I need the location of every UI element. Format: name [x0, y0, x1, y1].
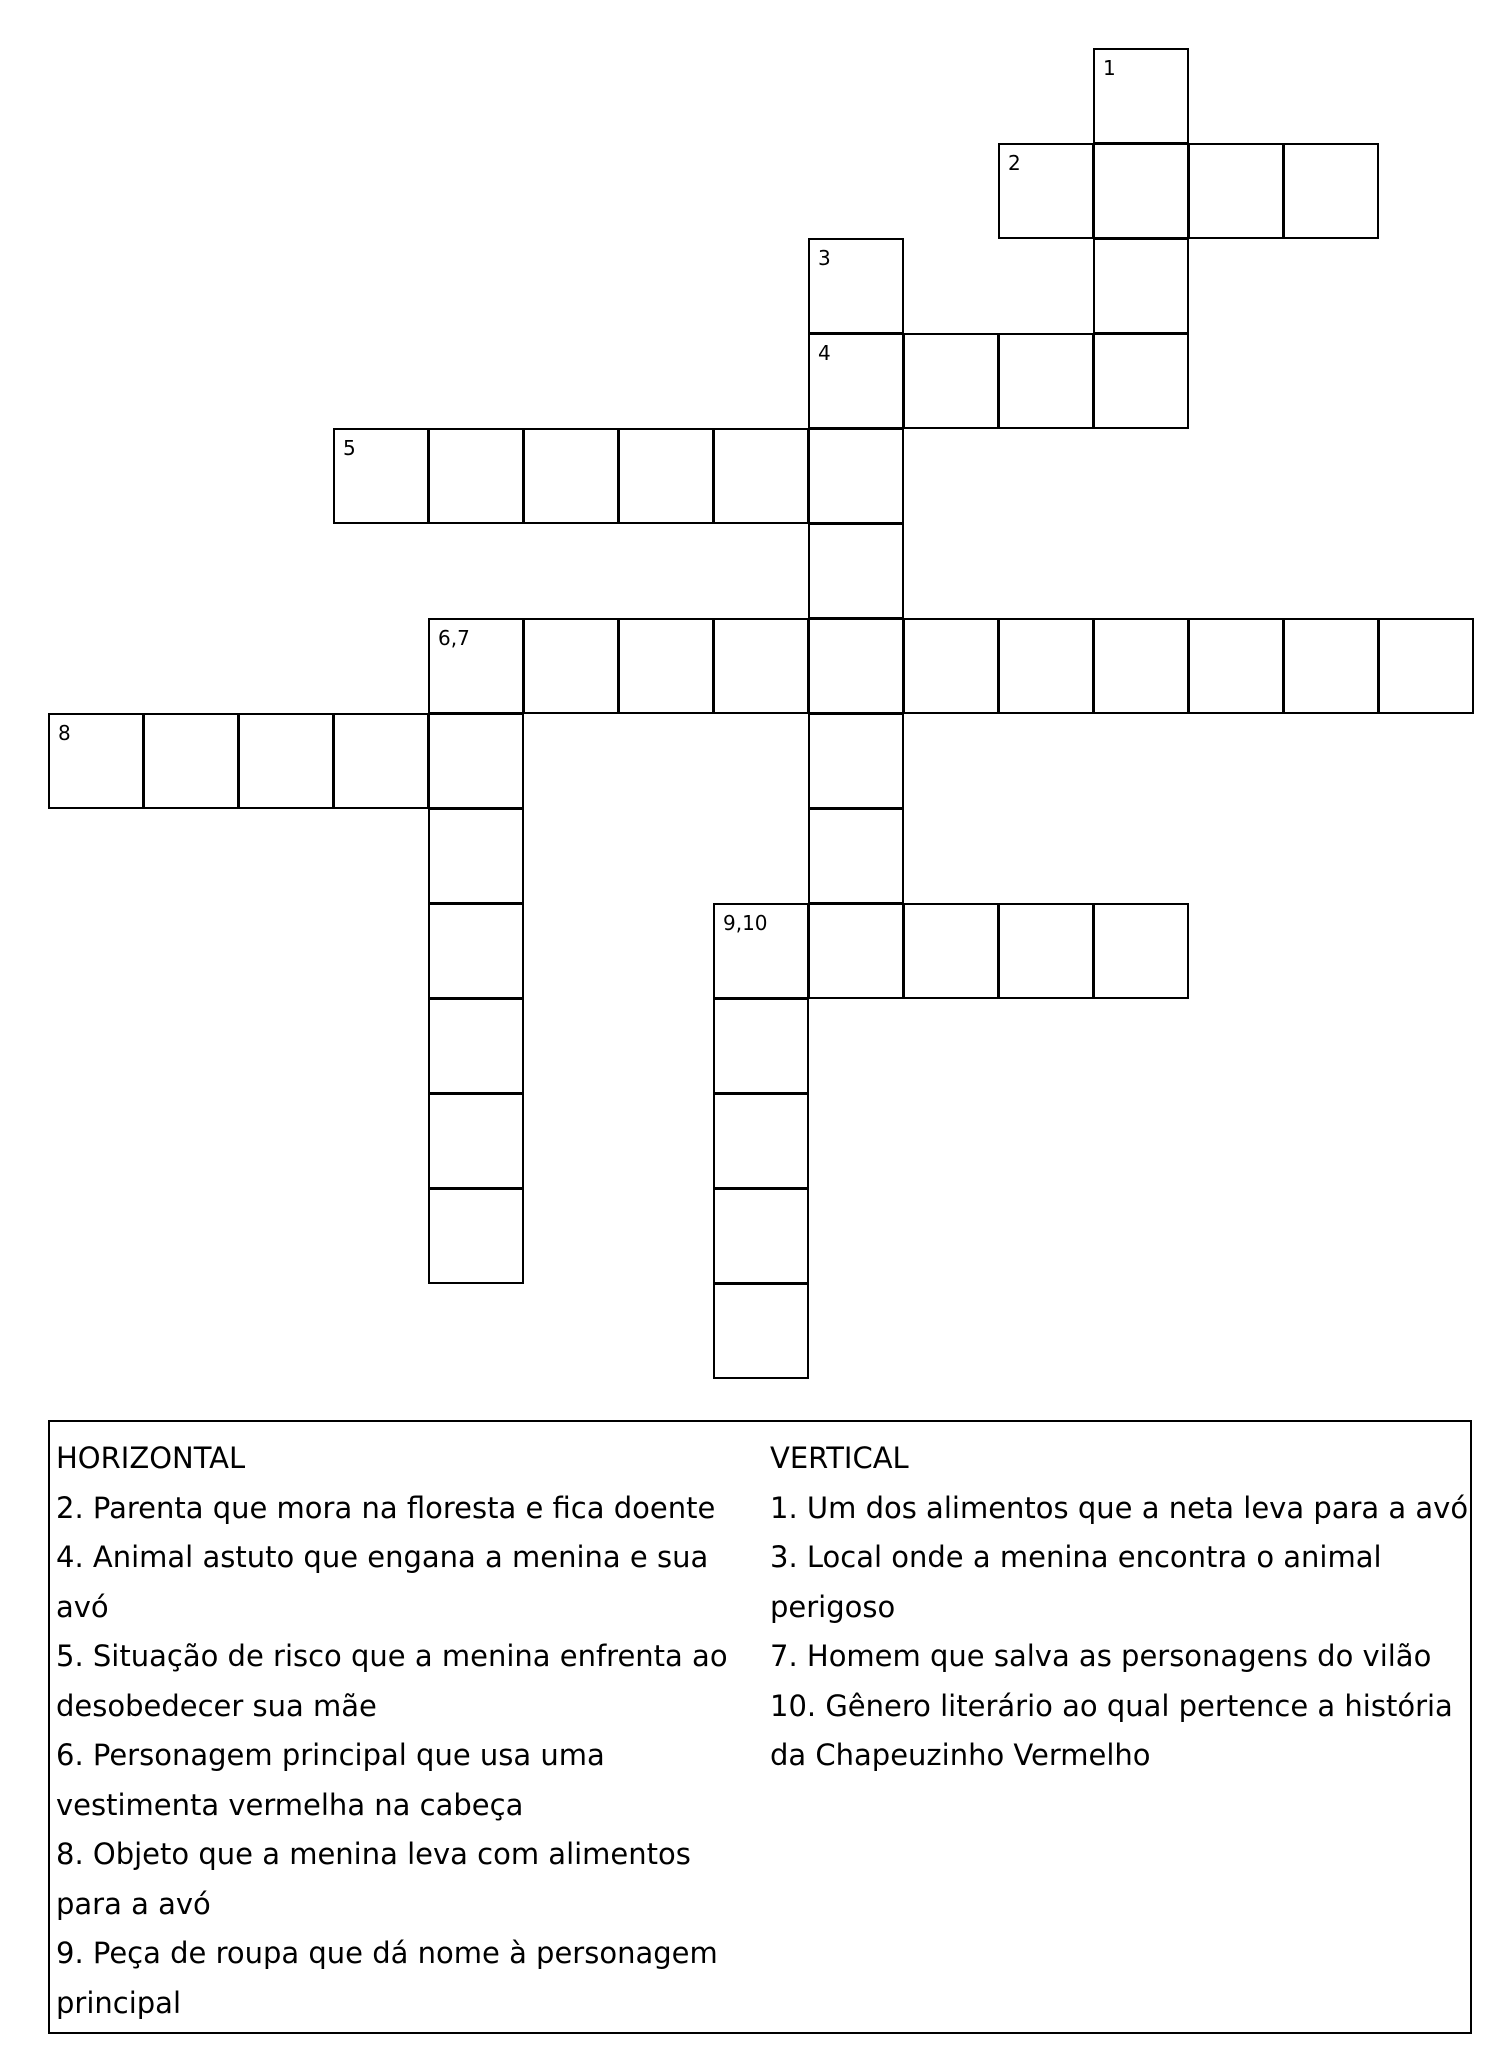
crossword-cell[interactable] [1283, 618, 1379, 714]
crossword-cell[interactable] [713, 1188, 809, 1284]
crossword-cell[interactable] [428, 1093, 524, 1189]
clue-v7: 7. Homem que salva as personagens do vilão [770, 1639, 1432, 1673]
clue-number-4: 4 [818, 341, 831, 365]
clue-number-1: 1 [1103, 56, 1116, 80]
horizontal-heading: HORIZONTAL [56, 1441, 246, 1475]
crossword-cell[interactable] [428, 713, 524, 809]
crossword-cell[interactable] [998, 143, 1094, 239]
clue-number-6-7: 6,7 [438, 626, 470, 650]
clue-h5: 5. Situação de risco que a menina enfrenta ao desobedecer sua mãe [56, 1639, 728, 1723]
crossword-cell[interactable] [713, 903, 809, 999]
crossword-cell[interactable] [618, 618, 714, 714]
crossword-cell[interactable] [903, 903, 999, 999]
crossword-cell[interactable] [48, 713, 144, 809]
clue-number-5: 5 [343, 436, 356, 460]
crossword-cell[interactable] [1093, 333, 1189, 429]
crossword-cell[interactable] [808, 808, 904, 904]
clue-v3: 3. Local onde a menina encontra o animal perigoso [770, 1540, 1382, 1624]
horizontal-clues [56, 1434, 746, 2028]
crossword-cell[interactable] [808, 238, 904, 334]
crossword-cell[interactable] [808, 618, 904, 714]
crossword-cell[interactable] [998, 333, 1094, 429]
crossword-cell[interactable] [1378, 618, 1474, 714]
crossword-cell[interactable] [998, 903, 1094, 999]
crossword-cell[interactable] [428, 903, 524, 999]
crossword-cell[interactable] [1188, 618, 1284, 714]
clue-h6: 6. Personagem principal que usa uma vestimenta vermelha na cabeça [56, 1738, 605, 1822]
crossword-cell[interactable] [1093, 903, 1189, 999]
crossword-cell[interactable] [428, 998, 524, 1094]
clue-h4: 4. Animal astuto que engana a menina e sua avó [56, 1540, 709, 1624]
clue-number-2: 2 [1008, 151, 1021, 175]
clue-number-3: 3 [818, 246, 831, 270]
crossword-cell[interactable] [428, 428, 524, 524]
crossword-cell[interactable] [143, 713, 239, 809]
crossword-cell[interactable] [713, 618, 809, 714]
crossword-cell[interactable] [903, 333, 999, 429]
crossword-cell[interactable] [998, 618, 1094, 714]
clue-v1: 1. Um dos alimentos que a neta leva para a avó [770, 1490, 1469, 1525]
vertical-clues [770, 1434, 1470, 1781]
crossword-cell[interactable] [428, 618, 524, 714]
crossword-cell[interactable] [808, 713, 904, 809]
crossword-cell[interactable] [238, 713, 334, 809]
crossword-cell[interactable] [523, 618, 619, 714]
crossword-cell[interactable] [713, 1283, 809, 1379]
clue-v10: 10. Gênero literário ao qual pertence a história da Chapeuzinho Vermelho [770, 1688, 1453, 1772]
crossword-cell[interactable] [1093, 48, 1189, 144]
crossword-cell[interactable] [713, 998, 809, 1094]
crossword-cell[interactable] [1188, 143, 1284, 239]
crossword-cell[interactable] [808, 903, 904, 999]
crossword-cell[interactable] [428, 808, 524, 904]
clue-number-8: 8 [58, 721, 71, 745]
clue-h9: 9. Peça de roupa que dá nome à personagem principal [56, 1936, 718, 2020]
crossword-cell[interactable] [1093, 143, 1189, 239]
crossword-cell[interactable] [903, 618, 999, 714]
crossword-cell[interactable] [333, 713, 429, 809]
crossword-cell[interactable] [1093, 238, 1189, 334]
crossword-cell[interactable] [618, 428, 714, 524]
crossword-cell[interactable] [808, 523, 904, 619]
clue-h2: 2. Parenta que mora na floresta e fica doente [56, 1490, 716, 1525]
crossword-cell[interactable] [1283, 143, 1379, 239]
crossword-cell[interactable] [333, 428, 429, 524]
crossword-cell[interactable] [808, 428, 904, 524]
crossword-cell[interactable] [523, 428, 619, 524]
crossword-cell[interactable] [1093, 618, 1189, 714]
clue-number-9-10: 9,10 [723, 911, 768, 935]
vertical-heading: VERTICAL [770, 1441, 909, 1475]
clue-h8: 8. Objeto que a menina leva com alimentos para a avó [56, 1837, 691, 1921]
crossword-cell[interactable] [713, 428, 809, 524]
crossword-cell[interactable] [808, 333, 904, 429]
clues-box [48, 1420, 1472, 2034]
crossword-cell[interactable] [428, 1188, 524, 1284]
crossword-cell[interactable] [713, 1093, 809, 1189]
